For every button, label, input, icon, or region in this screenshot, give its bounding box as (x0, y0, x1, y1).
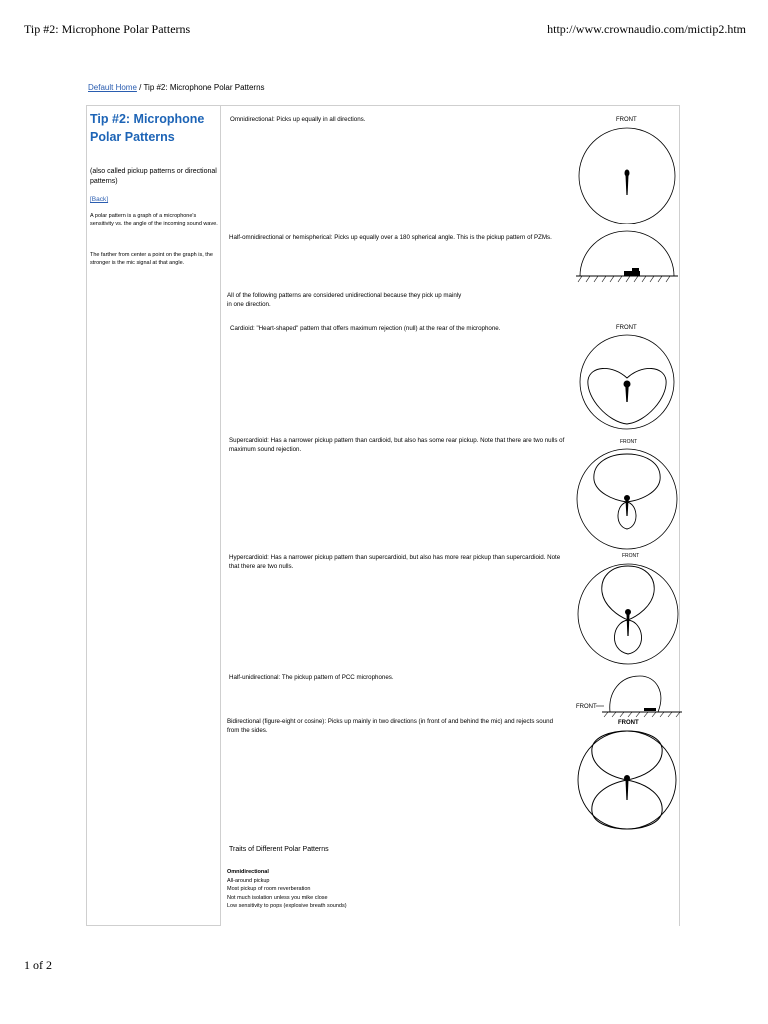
hypercardioid-diagram (572, 550, 682, 670)
bidirectional-diagram (572, 716, 682, 836)
breadcrumb (88, 83, 265, 92)
front-label: FRONT (622, 553, 640, 559)
traits-item: All-around pickup (227, 877, 270, 884)
front-label: FRONT (620, 439, 638, 445)
page-header-title: Tip #2: Microphone Polar Patterns (24, 22, 191, 36)
sidebar-subtitle: (also called pickup patterns or directional patterns) (90, 168, 217, 185)
page-number: 1 of 2 (24, 958, 52, 972)
cardioid-description: Cardioid: "Heart-shaped" pattern that offers maximum rejection (null) at the rear of the microphone. (230, 325, 501, 332)
hypercardioid-description: Hypercardioid: Has a narrower pickup pattern than supercardioid, but also has more rear pickup than supercardioid. Note that there are two nulls. (229, 554, 561, 570)
half-omnidirectional-diagram (572, 228, 682, 284)
traits-heading: Omnidirectional (227, 869, 269, 875)
sidebar-paragraph: The farther from center a point on the graph is, the stronger is the mic signal at that angle. (90, 252, 213, 266)
traits-item: Not much isolation unless you mike close (227, 894, 328, 901)
breadcrumb-home-link[interactable]: Default Home (88, 83, 137, 92)
traits-title: Traits of Different Polar Patterns (229, 846, 329, 853)
cardioid-diagram (572, 320, 682, 432)
half-unidirectional-diagram (574, 668, 684, 718)
supercardioid-description: Supercardioid: Has a narrower pickup pattern than cardioid, but also has some rear pickup. Note that there are two nulls of maximum sound rejection. (229, 437, 565, 453)
front-label: FRONT (616, 325, 637, 331)
unidirectional-intro: All of the following patterns are considered unidirectional because they pick up mainly in one direction. (227, 292, 462, 308)
page-header-url: http://www.crownaudio.com/mictip2.htm (547, 22, 746, 36)
front-label: FRONT (618, 720, 639, 726)
traits-item: Most pickup of room reverberation (227, 886, 311, 893)
supercardioid-diagram (572, 436, 682, 554)
traits-list (227, 868, 347, 911)
sidebar-paragraph: A polar pattern is a graph of a microphone's sensitivity vs. the angle of the incoming sound wave. (90, 213, 218, 227)
back-link[interactable]: [Back] (90, 196, 109, 203)
front-label: FRONT (576, 704, 597, 710)
omni-description: Omnidirectional: Picks up equally in all directions. (230, 116, 366, 123)
half-omni-description: Half-omnidirectional or hemispherical: Picks up equally over a 180 spherical angle. This is the pickup pattern of PZMs. (229, 234, 552, 241)
traits-item: Low sensitivity to pops (explosive breath sounds) (227, 903, 347, 910)
front-label: FRONT (616, 117, 637, 123)
bidirectional-description: Bidirectional (figure-eight or cosine): Picks up mainly in two directions (in front of and behind the mic) and rejects sound from the sides. (227, 718, 554, 734)
sidebar-title: Tip #2: Microphone Polar Patterns (90, 112, 205, 144)
half-unidirectional-description: Half-unidirectional: The pickup pattern of PCC microphones. (229, 674, 394, 681)
omnidirectional-diagram (572, 112, 682, 224)
breadcrumb-current: / Tip #2: Microphone Polar Patterns (136, 83, 265, 92)
sidebar (86, 106, 221, 926)
